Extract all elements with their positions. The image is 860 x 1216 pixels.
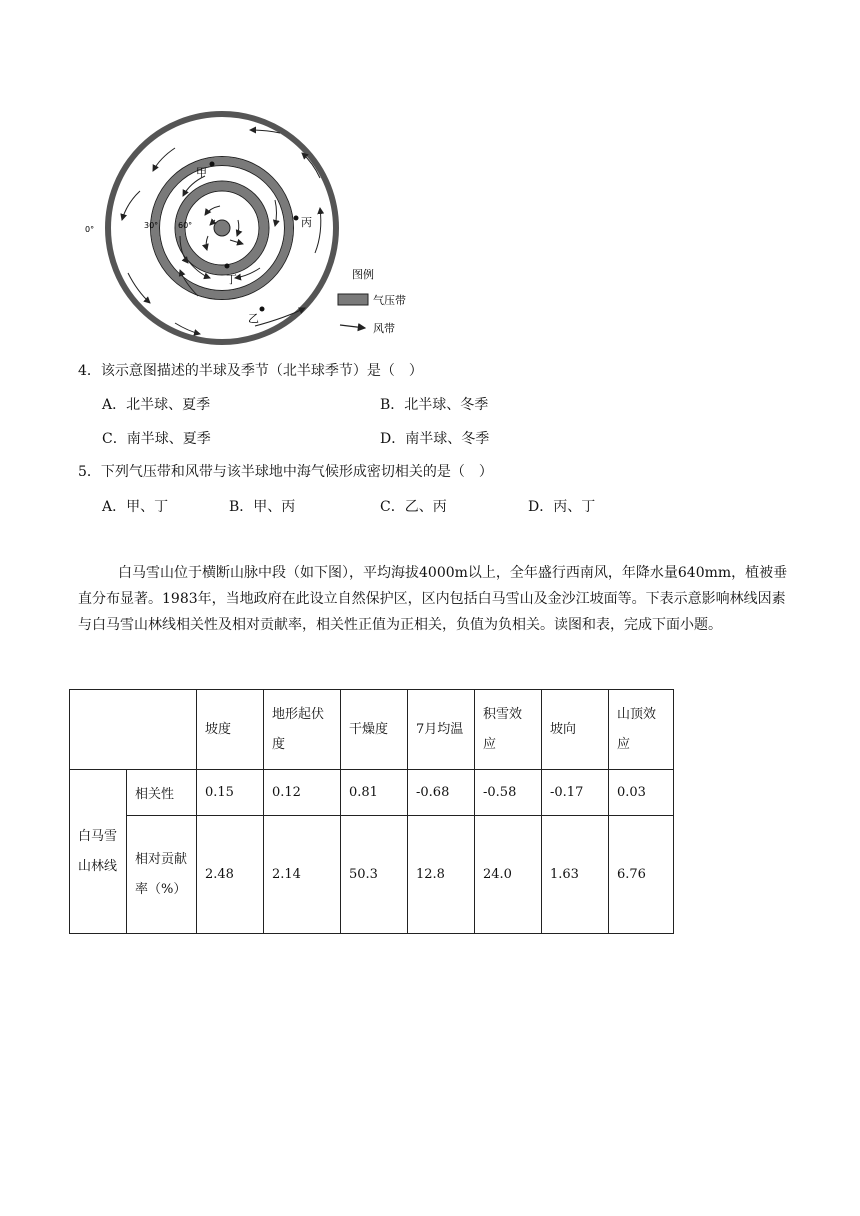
legend-pressure-belt: 气压带 — [373, 294, 406, 307]
label-ding: 丁 — [226, 273, 237, 286]
table-cell: 0.12 — [264, 770, 341, 816]
question-5-option-c: C．乙、丙 — [380, 499, 447, 515]
label-lat30: 30° — [144, 221, 159, 230]
wind-belt-swatch — [340, 325, 365, 328]
table-corner-cell — [70, 690, 197, 770]
table-cell: 0.15 — [197, 770, 264, 816]
label-yi: 乙 — [248, 312, 259, 325]
table-header: 地形起伏度 — [264, 690, 341, 770]
table-cell: 1.63 — [542, 816, 609, 934]
label-bing: 丙 — [301, 216, 312, 229]
table-header: 山顶效应 — [609, 690, 674, 770]
question-4-option-d: D．南半球、冬季 — [380, 431, 490, 447]
question-5-option-b: B．甲、丙 — [229, 499, 296, 515]
table-cell: 0.03 — [609, 770, 674, 816]
row-label: 相关性 — [127, 770, 197, 816]
row-group-label: 白马雪山林线 — [70, 770, 127, 934]
question-5-stem: 5．下列气压带和风带与该半球地中海气候形成密切相关的是（ ） — [78, 464, 493, 480]
table-cell: -0.68 — [408, 770, 475, 816]
question-4-stem: 4．该示意图描述的半球及季节（北半球季节）是（ ） — [78, 363, 423, 379]
table-cell: -0.58 — [475, 770, 542, 816]
label-lat0: 0° — [85, 225, 95, 234]
table-cell: 50.3 — [341, 816, 408, 934]
table-header: 积雪效应 — [475, 690, 542, 770]
label-jia: 甲 — [196, 166, 207, 179]
table-header: 干燥度 — [341, 690, 408, 770]
row-label: 相对贡献率（%） — [127, 816, 197, 934]
legend — [338, 267, 406, 335]
table-cell: 2.48 — [197, 816, 264, 934]
question-5-option-a: A．甲、丁 — [102, 499, 169, 515]
legend-wind-belt: 风带 — [373, 322, 395, 335]
table-cell: 24.0 — [475, 816, 542, 934]
pressure-wind-belt-diagram — [80, 108, 420, 348]
question-4-option-b: B．北半球、冬季 — [380, 397, 489, 413]
pressure-belt-swatch — [338, 294, 368, 305]
table-cell: -0.17 — [542, 770, 609, 816]
table-cell: 12.8 — [408, 816, 475, 934]
polar-pressure-center — [214, 220, 230, 236]
label-lat60: 60° — [178, 221, 193, 230]
table-header: 坡向 — [542, 690, 609, 770]
legend-title: 图例 — [352, 268, 374, 281]
passage: 白马雪山位于横断山脉中段（如下图），平均海拔4000m以上，全年盛行西南风，年降水量640mm，植被垂直分布显著。1983年，当地政府在此设立自然保护区，区内包括白马雪山及金沙江坡面等。下表示意影响林线因素与白马雪山林线相关性及相对贡献率，相关性正值为正相关，负值为负相关。读图和表，完成下面小题。 — [78, 565, 788, 633]
treeline-factor-table — [69, 689, 674, 934]
table-cell: 2.14 — [264, 816, 341, 934]
table-cell: 0.81 — [341, 770, 408, 816]
table-header: 7月均温 — [408, 690, 475, 770]
question-5-option-d: D．丙、丁 — [528, 499, 596, 515]
table-cell: 6.76 — [609, 816, 674, 934]
question-4-option-c: C．南半球、夏季 — [102, 431, 211, 447]
table-header: 坡度 — [197, 690, 264, 770]
question-4-option-a: A．北半球、夏季 — [102, 397, 211, 413]
